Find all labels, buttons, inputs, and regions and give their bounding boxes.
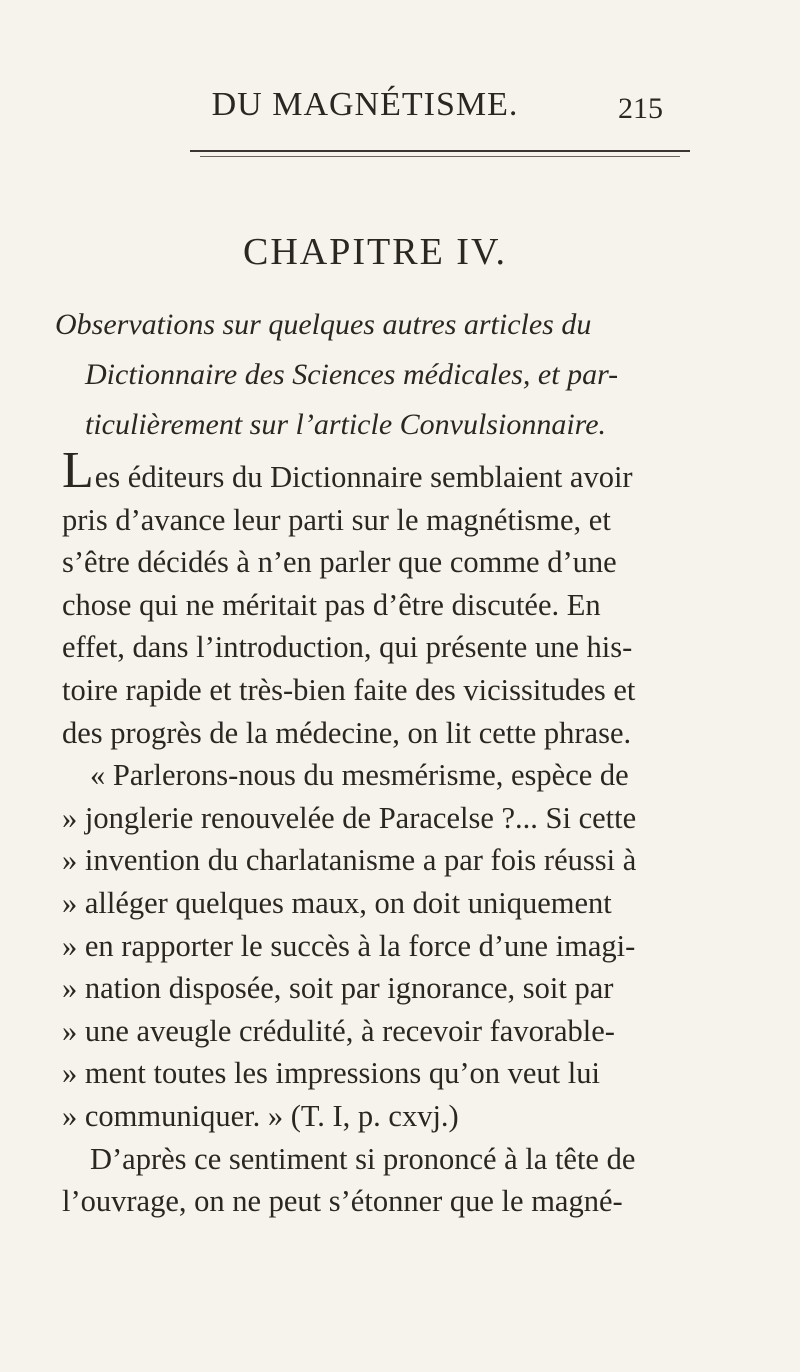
body-line: des progrès de la médecine, on lit cette phrase. (62, 715, 632, 750)
quote-line: » ment toutes les impressions qu’on veut lui (62, 1056, 600, 1091)
running-head-title: DU MAGNÉTISME. (211, 86, 519, 123)
quote-line: » en rapporter le succès à la force d’une imagi- (62, 928, 636, 963)
body-line: pris d’avance leur parti sur le magnétisme, et (62, 502, 611, 537)
page-number: 215 (618, 92, 663, 125)
body-line: chose qui ne méritait pas d’être discutée. En (62, 587, 601, 622)
quote-line: » invention du charlatanisme a par fois réussi à (62, 843, 637, 878)
quote-line: » alléger quelques maux, on doit uniquement (62, 885, 612, 920)
quote-line: » jonglerie renouvelée de Paracelse ?... Si cette (62, 800, 637, 835)
chapter-title: CHAPITRE IV. (243, 231, 507, 273)
body-line: effet, dans l’introduction, qui présente une his- (62, 630, 633, 665)
quote-line: « Parlerons-nous du mesmérisme, espèce de (90, 758, 629, 793)
quote-line: » communiquer. » (T. I, p. cxvj.) (62, 1098, 459, 1133)
body-line: s’être décidés à n’en parler que comme d’une (62, 545, 617, 580)
header-rule-thin (200, 156, 680, 157)
body-line (62, 442, 752, 499)
body-paragraphs (62, 442, 752, 1223)
subtitle-line: Dictionnaire des Sciences médicales, et par- (85, 358, 619, 391)
subtitle-line: ticulièrement sur l’article Convulsionnaire. (85, 408, 607, 441)
body-line-text: es éditeurs du Dictionnaire semblaient avoir (94, 460, 633, 494)
chapter-subtitle (55, 300, 755, 450)
body-line: l’ouvrage, on ne peut s’étonner que le magné- (62, 1184, 623, 1219)
subtitle-line: Observations sur quelques autres articles du (55, 308, 592, 341)
header-rule (190, 150, 690, 152)
body-line: D’après ce sentiment si prononcé à la tête de (90, 1141, 636, 1176)
body-line: toire rapide et très-bien faite des vicissitudes et (62, 672, 636, 707)
quote-line: » nation disposée, soit par ignorance, soit par (62, 971, 614, 1006)
drop-cap: L (62, 442, 94, 499)
quote-line: » une aveugle crédulité, à recevoir favorable- (62, 1013, 615, 1048)
